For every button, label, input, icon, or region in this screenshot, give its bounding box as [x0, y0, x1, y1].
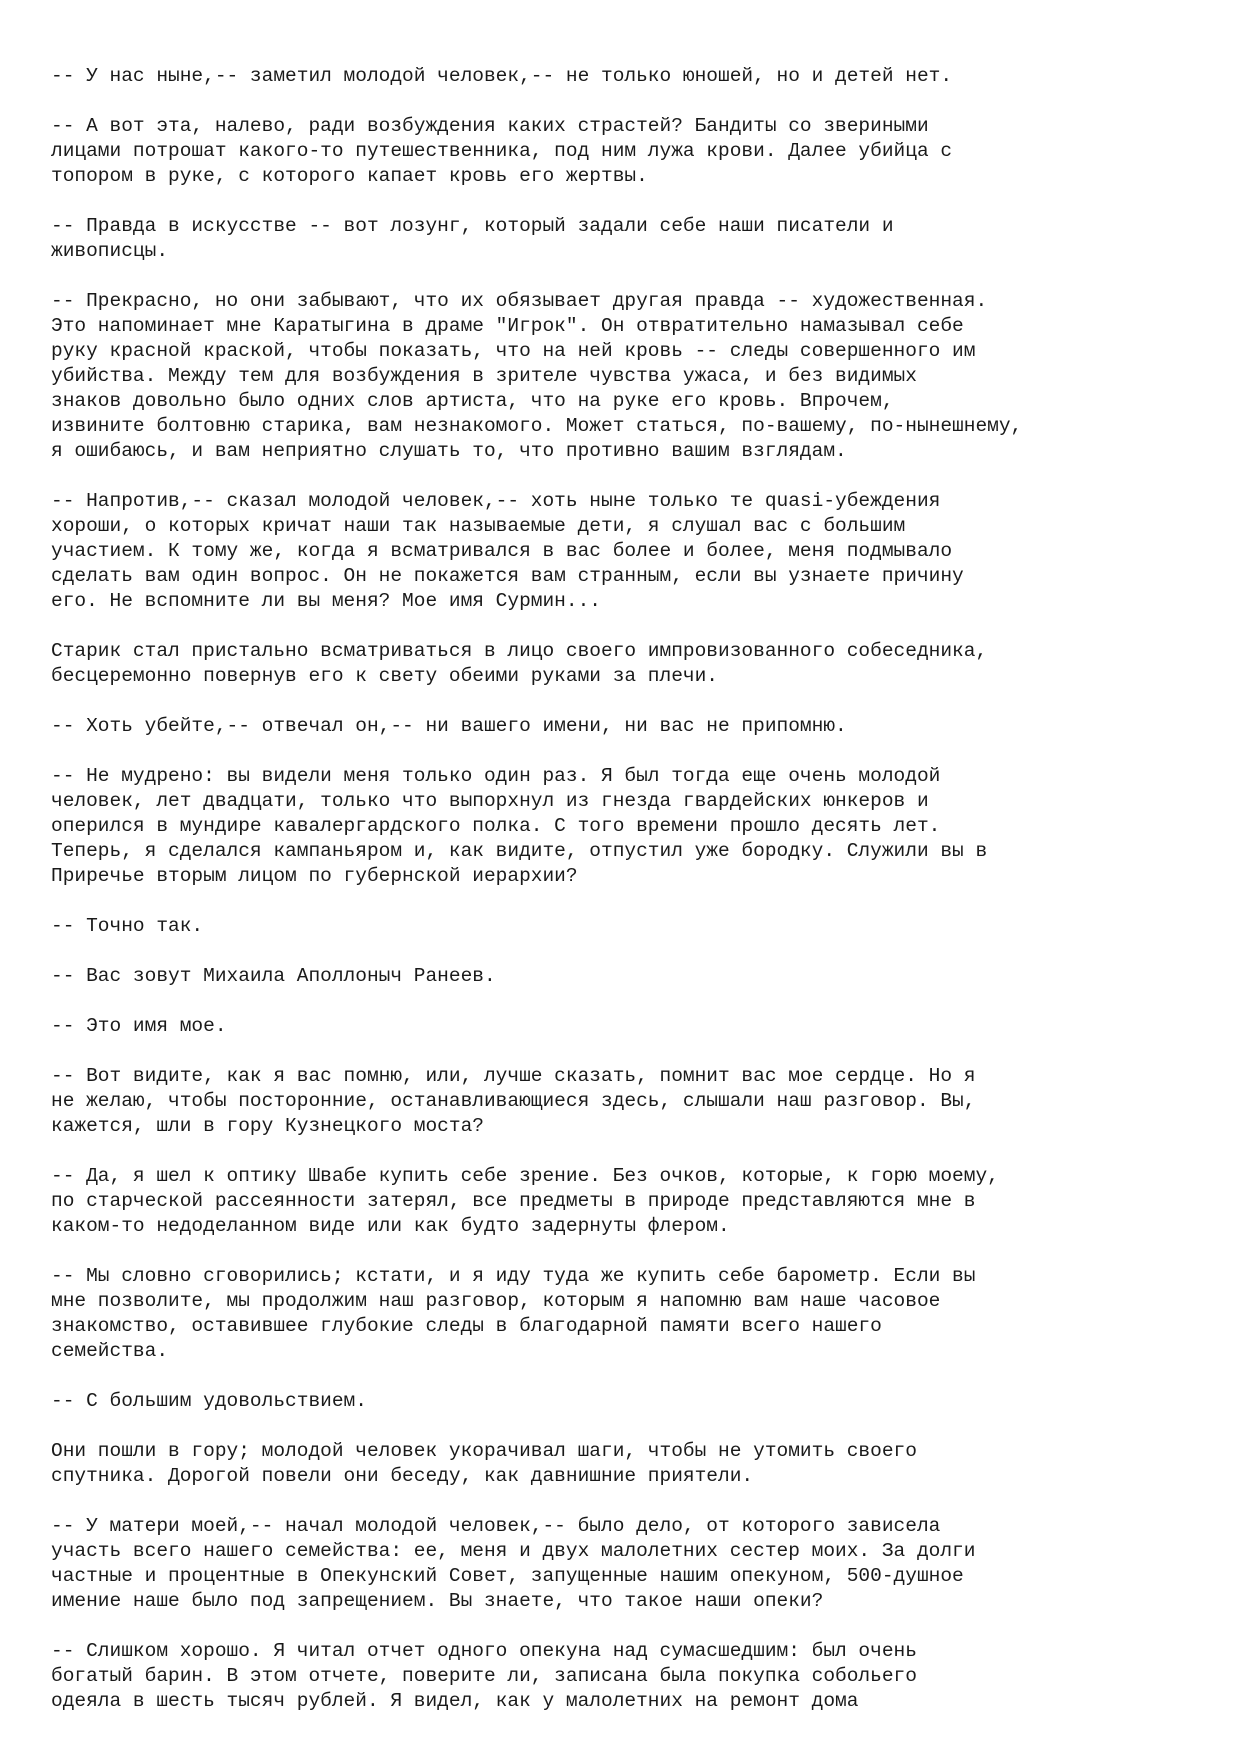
- text-line: оперился в мундире кавалергардского полка. С того времени прошло десять лет.: [51, 815, 941, 837]
- text-line: топором в руке, с которого капает кровь его жертвы.: [51, 165, 648, 187]
- text-line: имение наше было под запрещением. Вы знаете, что такое наши опеки?: [51, 1590, 824, 1612]
- text-line: -- Это имя мое.: [51, 1015, 227, 1037]
- paragraph: [51, 639, 1201, 689]
- text-line: богатый барин. В этом отчете, поверите ли, записана была покупка собольего: [51, 1665, 917, 1687]
- text-line: человек, лет двадцати, только что выпорхнул из гнезда гвардейских юнкеров и: [51, 790, 929, 812]
- text-line: Теперь, я сделался кампаньяром и, как видите, отпустил уже бородку. Служили вы в: [51, 840, 988, 862]
- text-line: одеяла в шесть тысяч рублей. Я видел, как у малолетних на ремонт дома: [51, 1690, 859, 1712]
- paragraph: [51, 1164, 1201, 1239]
- paragraph: [51, 714, 1201, 739]
- text-line: участием. К тому же, когда я всматривался в вас более и более, меня подмывало: [51, 540, 953, 562]
- text-line: сделать вам один вопрос. Он не покажется вам странным, если вы узнаете причину: [51, 565, 964, 587]
- text-line: спутника. Дорогой повели они беседу, как давнишние приятели.: [51, 1465, 754, 1487]
- text-line: мне позволите, мы продолжим наш разговор, которым я напомню вам наше часовое: [51, 1290, 941, 1312]
- text-line: -- Не мудрено: вы видели меня только один раз. Я был тогда еще очень молодой: [51, 765, 941, 787]
- paragraph: [51, 214, 1201, 264]
- text-line: -- Прекрасно, но они забывают, что их обязывает другая правда -- художественная.: [51, 290, 988, 312]
- paragraph: [51, 64, 1201, 89]
- paragraph: [51, 764, 1201, 889]
- text-line: лицами потрошат какого-то путешественника, под ним лужа крови. Далее убийца с: [51, 140, 953, 162]
- text-line: знакомство, оставившее глубокие следы в благодарной памяти всего нашего: [51, 1315, 882, 1337]
- text-line: убийства. Между тем для возбуждения в зрителе чувства ужаса, и без видимых: [51, 365, 917, 387]
- text-line: -- Вас зовут Михаила Аполлоныч Ранеев.: [51, 965, 496, 987]
- text-line: -- Правда в искусстве -- вот лозунг, который задали себе наши писатели и: [51, 215, 894, 237]
- text-line: -- Да, я шел к оптику Швабе купить себе зрение. Без очков, которые, к горю моему,: [51, 1165, 999, 1187]
- paragraph: [51, 289, 1201, 464]
- text-line: хороши, о которых кричат наши так называемые дети, я слушал вас с большим: [51, 515, 906, 537]
- text-line: -- У матери моей,-- начал молодой человек,-- было дело, от которого зависела: [51, 1515, 941, 1537]
- paragraph: [51, 1064, 1201, 1139]
- text-line: Приречье вторым лицом по губернской иерархии?: [51, 865, 578, 887]
- text-line: -- Напротив,-- сказал молодой человек,-- хоть ныне только те quasi-убеждения: [51, 490, 941, 512]
- text-line: знаков довольно было одних слов артиста, что на руке его кровь. Впрочем,: [51, 390, 894, 412]
- paragraph: [51, 1514, 1201, 1614]
- document-page: [51, 64, 1201, 1739]
- text-line: семейства.: [51, 1340, 169, 1362]
- text-line: кажется, шли в гору Кузнецкого моста?: [51, 1115, 484, 1137]
- paragraph: [51, 1439, 1201, 1489]
- text-line: -- А вот эта, налево, ради возбуждения каких страстей? Бандиты со звериными: [51, 115, 929, 137]
- paragraph: [51, 914, 1201, 939]
- text-line: -- Хоть убейте,-- отвечал он,-- ни вашего имени, ни вас не припомню.: [51, 715, 847, 737]
- text-line: я ошибаюсь, и вам неприятно слушать то, что противно вашим взглядам.: [51, 440, 847, 462]
- text-line: -- Вот видите, как я вас помню, или, лучше сказать, помнит вас мое сердце. Но я: [51, 1065, 976, 1087]
- text-line: живописцы.: [51, 240, 169, 262]
- text-line: участь всего нашего семейства: ее, меня и двух малолетних сестер моих. За долги: [51, 1540, 976, 1562]
- text-line: -- Слишком хорошо. Я читал отчет одного опекуна над сумасшедшим: был очень: [51, 1640, 917, 1662]
- paragraph: [51, 964, 1201, 989]
- text-line: Старик стал пристально всматриваться в лицо своего импровизованного собеседника,: [51, 640, 988, 662]
- text-line: по старческой рассеянности затерял, все предметы в природе представляются мне в: [51, 1190, 976, 1212]
- text-line: руку красной краской, чтобы показать, что на ней кровь -- следы совершенного им: [51, 340, 976, 362]
- paragraph: [51, 114, 1201, 189]
- paragraph: [51, 489, 1201, 614]
- text-line: бесцеремонно повернув его к свету обеими руками за плечи.: [51, 665, 719, 687]
- paragraph: [51, 1264, 1201, 1364]
- text-line: извините болтовню старика, вам незнакомого. Может статься, по-вашему, по-нынешнему,: [51, 415, 1023, 437]
- paragraph: [51, 1389, 1201, 1414]
- text-line: -- У нас ныне,-- заметил молодой человек,-- не только юношей, но и детей нет.: [51, 65, 953, 87]
- text-line: Они пошли в гору; молодой человек укорачивал шаги, чтобы не утомить своего: [51, 1440, 917, 1462]
- text-line: Это напоминает мне Каратыгина в драме "Игрок". Он отвратительно намазывал себе: [51, 315, 964, 337]
- paragraph: [51, 1639, 1201, 1714]
- text-line: его. Не вспомните ли вы меня? Мое имя Сурмин...: [51, 590, 601, 612]
- text-line: не желаю, чтобы посторонние, останавливающиеся здесь, слышали наш разговор. Вы,: [51, 1090, 976, 1112]
- text-line: частные и процентные в Опекунский Совет, запущенные нашим опекуном, 500-душное: [51, 1565, 964, 1587]
- text-line: каком-то недоделанном виде или как будто задернуты флером.: [51, 1215, 730, 1237]
- text-line: -- С большим удовольствием.: [51, 1390, 367, 1412]
- text-line: -- Мы словно сговорились; кстати, и я иду туда же купить себе барометр. Если вы: [51, 1265, 976, 1287]
- text-line: -- Точно так.: [51, 915, 204, 937]
- paragraph: [51, 1014, 1201, 1039]
